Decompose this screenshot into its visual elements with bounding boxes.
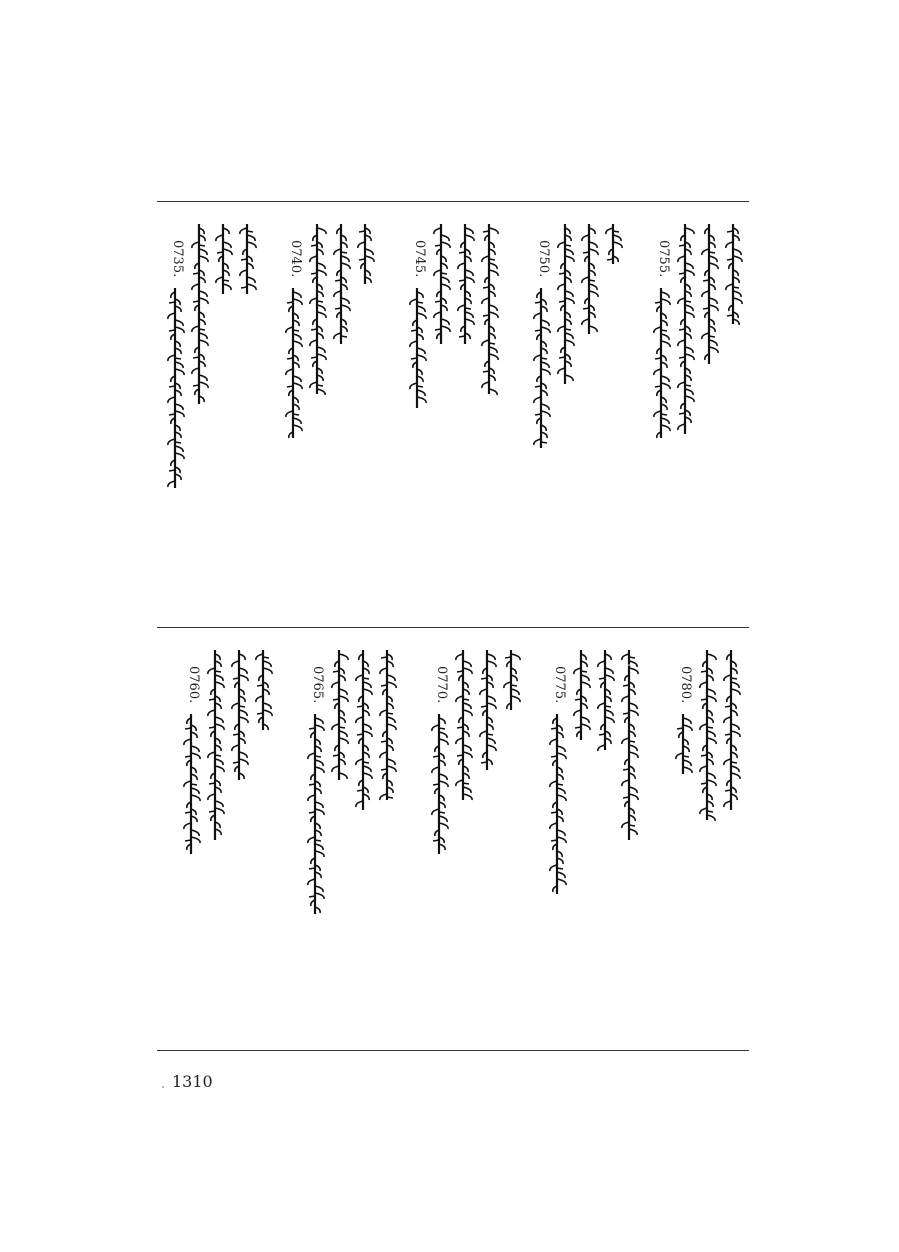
entry-number-0750: 0750.	[536, 240, 551, 278]
script-line	[534, 288, 550, 448]
middle-rule	[157, 627, 749, 628]
entry-number-0740: 0740.	[288, 240, 303, 278]
script-line	[700, 650, 716, 821]
entry-number-0745: 0745.	[412, 240, 427, 278]
script-line	[574, 650, 590, 740]
script-line	[622, 650, 638, 840]
script-line	[606, 224, 622, 264]
script-line	[308, 714, 324, 914]
page-number: 1310	[172, 1072, 213, 1091]
script-line	[654, 288, 670, 438]
entry-number-0735: 0735.	[170, 240, 185, 278]
print-speck	[162, 1086, 164, 1088]
script-line	[216, 224, 232, 294]
script-line	[168, 288, 184, 488]
bottom-text-panel	[157, 636, 749, 1041]
script-line	[550, 714, 566, 894]
print-speck	[628, 664, 630, 666]
entry-number-0755: 0755.	[656, 240, 671, 278]
script-line	[358, 224, 374, 284]
script-line	[582, 224, 598, 334]
script-line	[480, 650, 496, 770]
script-line	[726, 224, 742, 325]
script-line	[356, 650, 372, 810]
script-line	[410, 288, 426, 408]
script-line	[434, 224, 450, 344]
entry-number-0770: 0770.	[434, 666, 449, 704]
top-rule	[157, 201, 749, 202]
script-line	[334, 224, 350, 344]
script-line	[702, 224, 718, 364]
script-line	[192, 224, 208, 404]
script-line	[286, 288, 302, 438]
script-line	[332, 650, 348, 780]
script-line	[432, 714, 448, 854]
script-line	[598, 650, 614, 751]
entry-number-0765: 0765.	[310, 666, 325, 704]
entry-number-0760: 0760.	[186, 666, 201, 704]
script-line	[456, 650, 472, 800]
script-line	[310, 224, 326, 395]
script-line	[184, 714, 200, 854]
script-line	[232, 650, 248, 780]
script-line	[558, 224, 574, 384]
script-line	[482, 224, 498, 395]
entry-number-0775: 0775.	[552, 666, 567, 704]
script-line	[240, 224, 256, 294]
script-line	[380, 650, 396, 800]
script-line	[504, 650, 520, 710]
top-text-panel	[157, 210, 749, 620]
script-line	[724, 650, 740, 810]
script-line	[256, 650, 272, 730]
bottom-script-columns	[157, 636, 749, 1041]
script-line	[458, 224, 474, 344]
bottom-rule	[157, 1050, 749, 1051]
entry-number-0780: 0780.	[678, 666, 693, 704]
script-line	[678, 224, 694, 434]
script-line	[208, 650, 224, 840]
